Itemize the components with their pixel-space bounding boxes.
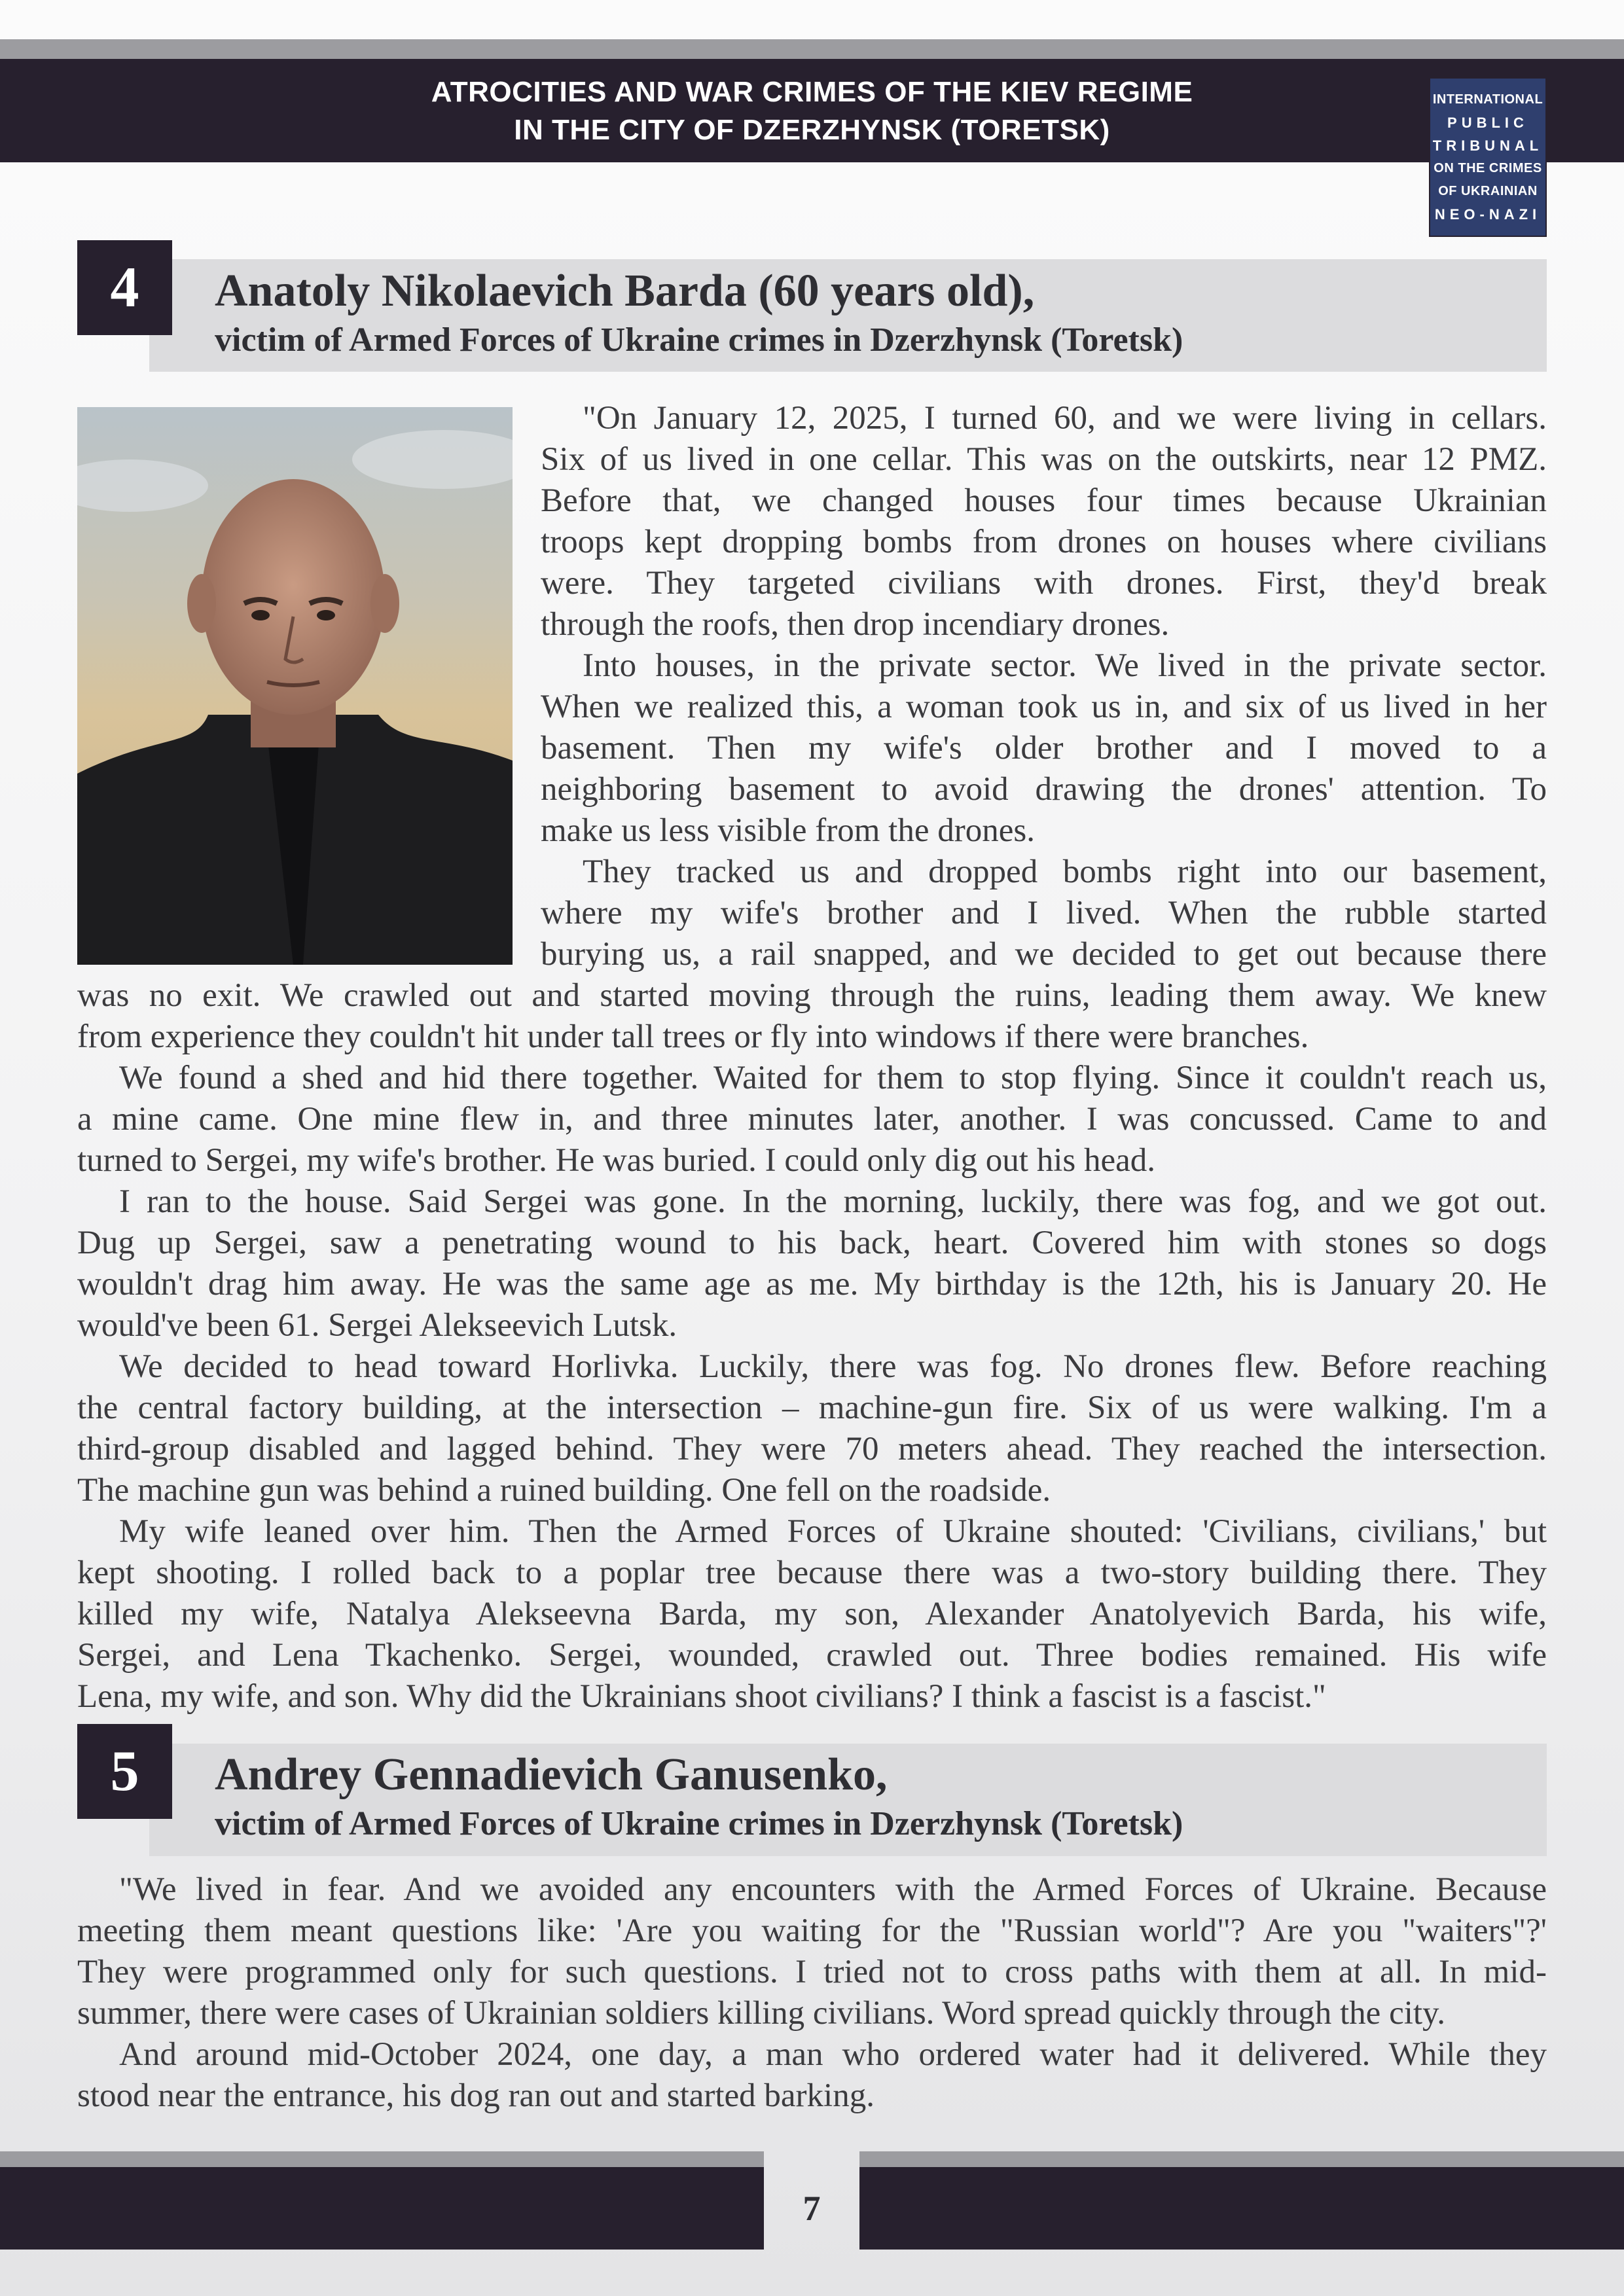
text-line: the central factory building, at the intersection – machine-gun fire. Six of us were walking. I'm a [77,1390,1547,1426]
logo-line: NEO-NAZI [1434,206,1542,223]
text-line: The machine gun was behind a ruined building. One fell on the roadside. [77,1472,1051,1509]
text-line: a mine came. One mine flew in, and three minutes later, another. I was concussed. Came to and [77,1101,1547,1138]
section-5-subtitle: victim of Armed Forces of Ukraine crimes in Dzerzhynsk (Toretsk) [215,1805,1183,1842]
section-4-number: 4 [77,240,172,335]
text-line: stood near the entrance, his dog ran out and started barking. [77,2077,875,2114]
text-line: wouldn't drag him away. He was the same age as me. My birthday is the 12th, his is January 20. He [77,1266,1547,1302]
text-line: meeting them meant questions like: 'Are you waiting for the "Russian world"? Are you "waiters"?' [77,1912,1547,1949]
text-line: neighboring basement to avoid drawing the drones' attention. To [541,771,1547,808]
text-line: where my wife's brother and I lived. When the rubble started [541,895,1547,931]
logo-line: PUBLIC [1447,115,1528,131]
text-line: We decided to head toward Horlivka. Luckily, there was fog. No drones flew. Before reaching [119,1348,1547,1385]
text-line: summer, there were cases of Ukrainian soldiers killing civilians. Word spread quickly through the city. [77,1995,1445,2032]
text-line: They were programmed only for such questions. I tried not to cross paths with them at all. In mid- [77,1954,1547,1990]
text-line: We found a shed and hid there together. Waited for them to stop flying. Since it couldn't reach us, [119,1060,1547,1096]
text-line: troops kept dropping bombs from drones on houses where civilians [541,524,1547,560]
section-5-number: 5 [77,1724,172,1819]
text-line: When we realized this, a woman took us in, and six of us lived in her [541,689,1547,725]
logo-line: ON THE CRIMES [1434,161,1542,175]
header-title-line-1: ATROCITIES AND WAR CRIMES OF THE KIEV REGIME [431,76,1193,108]
footer-stripe-right [859,2151,1624,2167]
victim-portrait-photo [77,407,513,965]
page-number: 7 [803,2189,821,2228]
tribunal-logo [1429,77,1547,237]
section-4-victim-name: Anatoly Nikolaevich Barda (60 years old), [215,266,1035,316]
text-line: And around mid-October 2024, one day, a man who ordered water had it delivered. While they [119,2036,1547,2073]
footer-stripe-left [0,2151,764,2167]
text-line: were. They targeted civilians with drones. First, they'd break [541,565,1547,601]
text-line: would've been 61. Sergei Alekseevich Lutsk. [77,1307,677,1344]
text-line: burying us, a rail snapped, and we decided to get out because there [541,936,1547,973]
text-line: They tracked us and dropped bombs right into our basement, [583,853,1547,890]
text-line: Into houses, in the private sector. We lived in the private sector. [583,647,1547,684]
footer-band-right [859,2167,1624,2250]
text-line: make us less visible from the drones. [541,812,1035,849]
footer-band-left [0,2167,764,2250]
text-line: turned to Sergei, my wife's brother. He was buried. I could only dig out his head. [77,1142,1156,1179]
text-line: Lena, my wife, and son. Why did the Ukrainians shoot civilians? I think a fascist is a fascist." [77,1678,1326,1715]
text-line: "On January 12, 2025, I turned 60, and we were living in cellars. [583,400,1547,437]
header-title [0,73,1624,149]
text-line: killed my wife, Natalya Alekseevna Barda, my son, Alexander Anatolyevich Barda, his wife, [77,1596,1547,1632]
text-line: third-group disabled and lagged behind. They were 70 meters ahead. They reached the intersection. [77,1431,1547,1467]
text-line: Before that, we changed houses four times because Ukrainian [541,482,1547,519]
header-top-stripe [0,39,1624,59]
text-line: through the roofs, then drop incendiary drones. [541,606,1170,643]
text-line: Six of us lived in one cellar. This was on the outskirts, near 12 PMZ. [541,441,1547,478]
logo-line: TRIBUNAL [1432,137,1543,154]
text-line: Dug up Sergei, saw a penetrating wound to his back, heart. Covered him with stones so dogs [77,1225,1547,1261]
section-4-subtitle: victim of Armed Forces of Ukraine crimes in Dzerzhynsk (Toretsk) [215,321,1183,359]
text-line: from experience they couldn't hit under tall trees or fly into windows if there were branches. [77,1018,1309,1055]
text-line: I ran to the house. Said Sergei was gone. In the morning, luckily, there was fog, and we got out. [119,1183,1547,1220]
text-line: My wife leaned over him. Then the Armed Forces of Ukraine shouted: 'Civilians, civilians,' but [119,1513,1547,1550]
logo-line: OF UKRAINIAN [1438,184,1538,198]
section-5-victim-name: Andrey Gennadievich Ganusenko, [215,1749,888,1800]
text-line: was no exit. We crawled out and started moving through the ruins, leading them away. We knew [77,977,1547,1014]
text-line: "We lived in fear. And we avoided any encounters with the Armed Forces of Ukraine. Because [119,1871,1547,1908]
text-line: Sergei, and Lena Tkachenko. Sergei, wounded, crawled out. Three bodies remained. His wife [77,1637,1547,1674]
logo-line: INTERNATIONAL [1432,92,1543,107]
text-line: basement. Then my wife's older brother and I moved to a [541,730,1547,766]
text-line: kept shooting. I rolled back to a poplar tree because there was a two-story building there. They [77,1554,1547,1591]
header-title-line-2: IN THE CITY OF DZERZHYNSK (TORETSK) [514,114,1110,146]
